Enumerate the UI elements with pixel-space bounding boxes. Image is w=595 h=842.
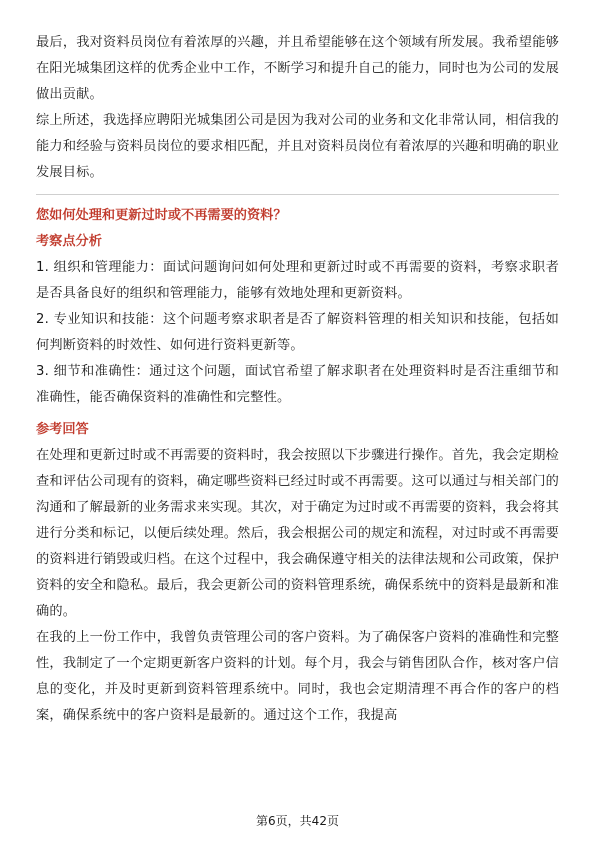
analysis-heading: 考察点分析: [36, 234, 102, 249]
analysis-item: 2. 专业知识和技能：这个问题考察求职者是否了解资料管理的相关知识和技能，包括如何判断资料的时效性、如何进行资料更新等。: [36, 312, 559, 353]
question-title: 您如何处理和更新过时或不再需要的资料？: [36, 208, 287, 223]
answer-paragraph: 在我的上一份工作中，我曾负责管理公司的客户资料。为了确保客户资料的准确性和完整性，我制定了一个定期更新客户资料的计划。每个月，我会与销售团队合作，核对客户信息的变化，并及时更新到资料管理系统中。同时，我也会定期清理不再合作的客户的档案，确保系统中的客户资料是最新的。通过这个工作，我提高: [36, 630, 559, 723]
answer-paragraph: 在处理和更新过时或不再需要的资料时，我会按照以下步骤进行操作。首先，我会定期检查和评估公司现有的资料，确定哪些资料已经过时或不再需要。这可以通过与相关部门的沟通和了解最新的业务需求来实现。其次，对于确定为过时或不再需要的资料，我会将其进行分类和标记，以便后续处理。然后，我会根据公司的规定和流程，对过时或不再需要的资料进行销毁或归档。在这个过程中，我会确保遵守相关的法律法规和公司政策，保护资料的安全和隐私。最后，我会更新公司的资料管理系统，确保系统中的资料是最新和准确的。: [36, 448, 559, 619]
section-divider: [36, 194, 559, 195]
analysis-item: 1. 组织和管理能力：面试问题询问如何处理和更新过时或不再需要的资料，考察求职者是否具备良好的组织和管理能力，能够有效地处理和更新资料。: [36, 260, 559, 301]
document-page: [36, 30, 559, 729]
intro-paragraph: 最后，我对资料员岗位有着浓厚的兴趣，并且希望能够在这个领域有所发展。我希望能够在阳光城集团这样的优秀企业中工作，不断学习和提升自己的能力，同时也为公司的发展做出贡献。: [36, 35, 559, 102]
page-number: 第6页，共42页: [256, 814, 339, 828]
intro-paragraph: 综上所述，我选择应聘阳光城集团公司是因为我对公司的业务和文化非常认同，相信我的能力和经验与资料员岗位的要求相匹配，并且对资料员岗位有着浓厚的兴趣和明确的职业发展目标。: [36, 113, 559, 180]
analysis-item: 3. 细节和准确性：通过这个问题，面试官希望了解求职者在处理资料时是否注重细节和准确性，能否确保资料的准确性和完整性。: [36, 364, 559, 405]
answer-heading: 参考回答: [36, 422, 89, 437]
